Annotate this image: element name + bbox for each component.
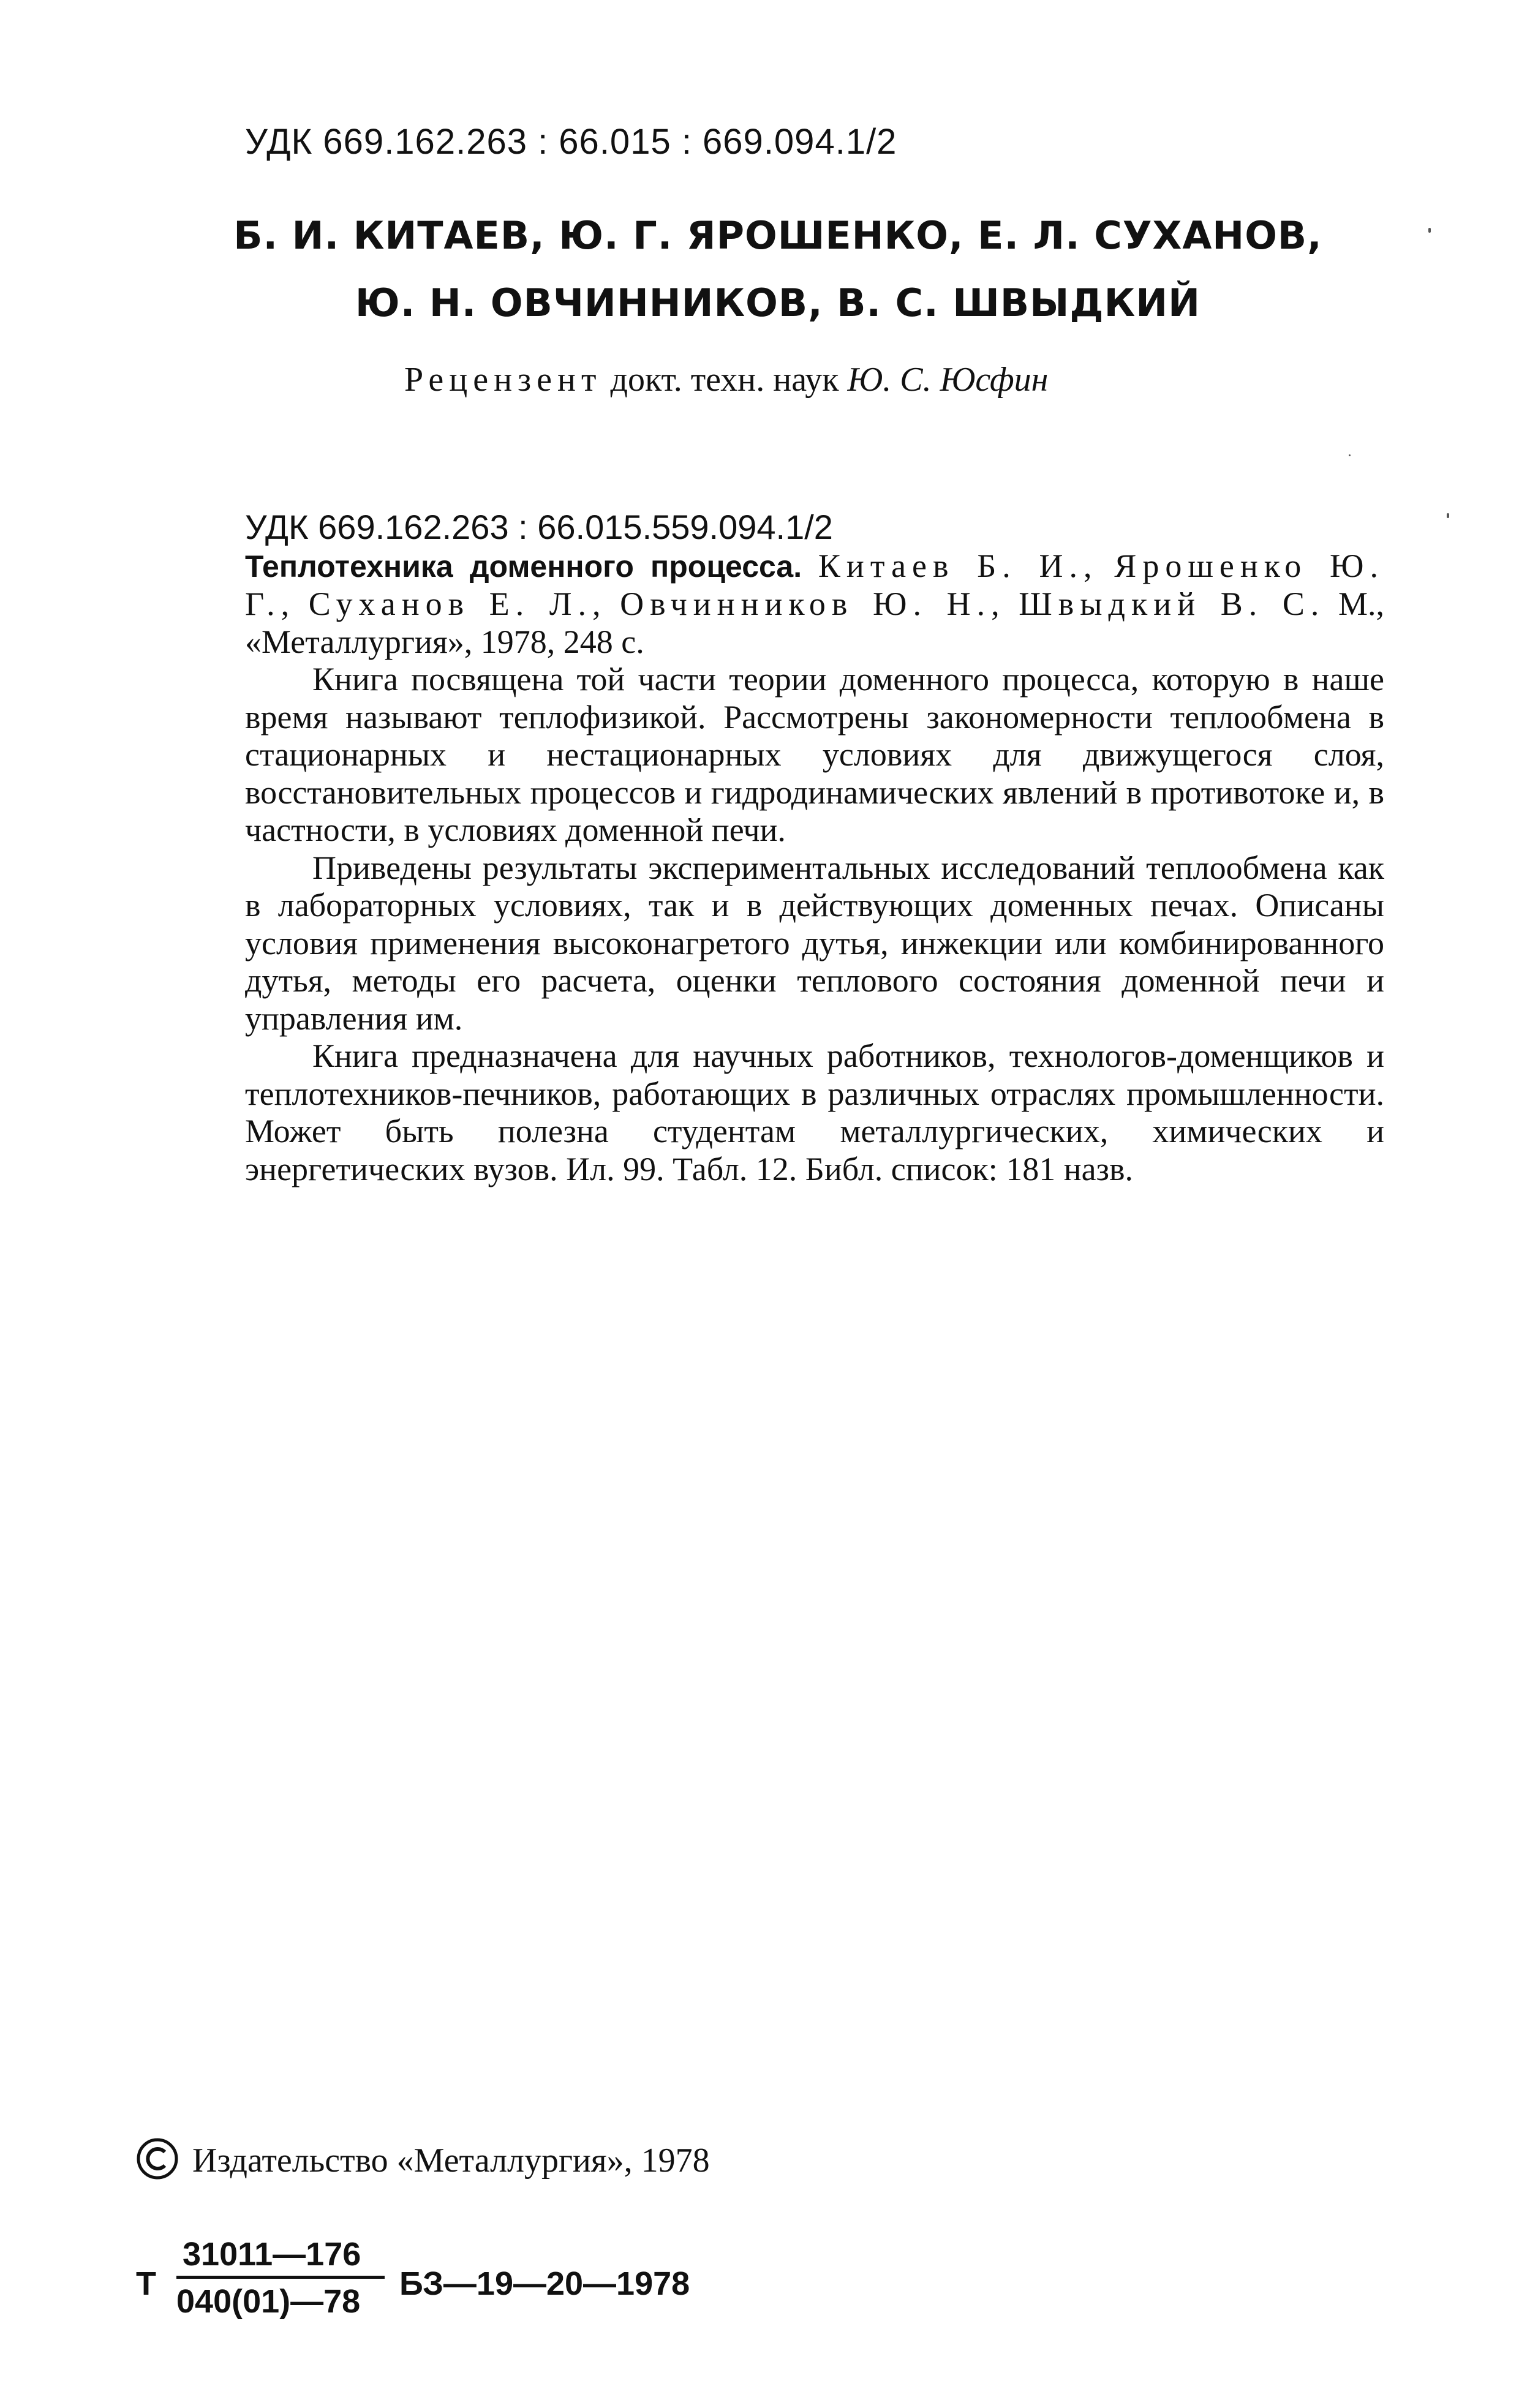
reviewer-title: докт. техн. наук xyxy=(610,361,839,399)
abstract-paragraph: Приведены результаты экспериментальных исследований теплообмена как в лабораторных условиях, так и в действующих доменных печах. Описаны условия применения высоконагретого дутья, инжекции или комбинированного дутья, методы его расчета, оценки теплового состояния доменной печи и управления им. xyxy=(245,849,1384,1037)
author-surname: Овчинников Ю. Н., xyxy=(620,585,1006,622)
scan-speck xyxy=(1349,454,1351,456)
authors-line-2: Ю. Н. ОВЧИННИКОВ, В. С. ШВЫДКИЙ xyxy=(355,280,1201,325)
imprint-numerator: 31011—176 xyxy=(183,2236,361,2273)
authors-line-1: Б. И. КИТАЕВ, Ю. Г. ЯРОШЕНКО, Е. Л. СУХАНОВ, xyxy=(233,213,1322,258)
scan-speck xyxy=(1447,513,1449,518)
copyright-icon xyxy=(136,2137,179,2180)
author-surname: Китаев Б. И., xyxy=(818,547,1098,584)
imprint-letter: Т xyxy=(136,2265,156,2302)
copyright-line xyxy=(136,2137,710,2180)
scan-speck xyxy=(1428,228,1431,233)
abstract-block xyxy=(245,508,1384,1188)
reviewer-line xyxy=(404,360,1048,399)
abstract-paragraph: Книга предназначена для научных работников, технологов-доменщиков и теплотехников-печников, работающих в различных отраслях промышленности. Может быть полезна студентам металлургических, химических и энергетических вузов. Ил. 99. Табл. 12. Библ. список: 181 назв. xyxy=(245,1037,1384,1187)
imprint-denominator: 040(01)—78 xyxy=(176,2283,361,2320)
publication-imprint: М., «Металлургия», 1978, 248 с. xyxy=(245,585,1385,660)
reviewer-name: Ю. С. Юсфин xyxy=(847,361,1049,399)
imprint-series-code: БЗ—19—20—1978 xyxy=(399,2265,690,2302)
author-surname: Суханов Е. Л., xyxy=(308,585,607,622)
authors-block xyxy=(184,202,1372,337)
udk-code: УДК 669.162.263 : 66.015 : 669.094.1/2 xyxy=(245,122,897,162)
abstract-paragraph: Книга посвящена той части теории доменного процесса, которую в наше время называют теплофизикой. Рассмотрены закономерности теплообмена в стационарных и нестационарных условиях для движущегося слоя, восстановительных процессов и гидродинамических явлений в противотоке и, в частности, в условиях доменной печи. xyxy=(245,661,1384,848)
reviewer-role: Рецензент xyxy=(404,361,602,399)
bibliographic-entry xyxy=(245,547,1384,661)
author-surname: Ярошенко Ю. Г., xyxy=(245,547,1385,622)
copyright-text: Издательство «Металлургия», 1978 xyxy=(192,2142,710,2180)
author-surname: Швыдкий В. С. xyxy=(1019,585,1325,622)
imprint-fraction xyxy=(176,2235,391,2320)
abstract-udk: УДК 669.162.263 : 66.015.559.094.1/2 xyxy=(245,508,833,546)
fraction-bar xyxy=(176,2276,385,2279)
book-title: Теплотехника доменного процесса. xyxy=(245,549,802,584)
